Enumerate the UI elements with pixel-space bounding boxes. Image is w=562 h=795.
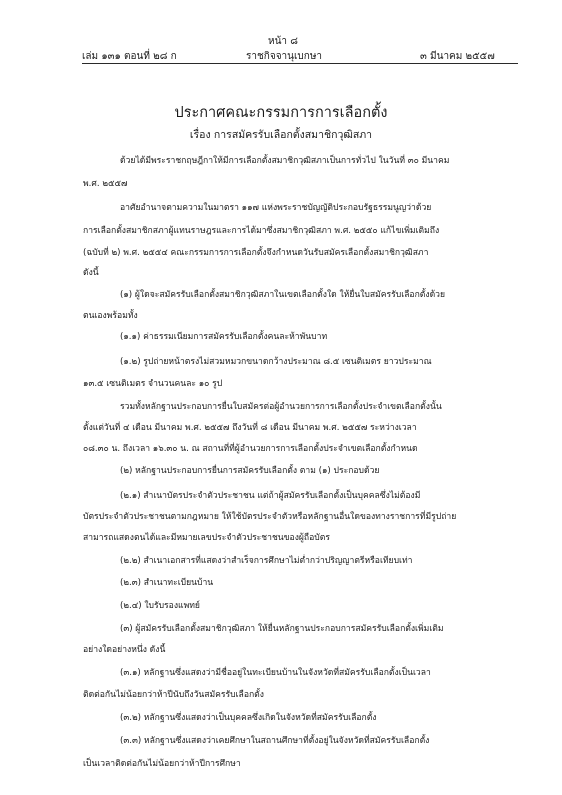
header-rule (82, 63, 518, 64)
body-line: (๑.๑) ค่าธรรมเนียมการสมัครรับเลือกตั้งคนละห้าพันบาท (120, 332, 328, 342)
volume-issue: เล่ม ๑๓๑ ตอนที่ ๒๘ ก (82, 51, 177, 62)
body-line: (๒) หลักฐานประกอบการยื่นการสมัครรับเลือกตั้ง ตาม (๑) ประกอบด้วย (120, 466, 380, 476)
page-number: หน้า ๘ (268, 36, 298, 47)
announcement-title: ประกาศคณะกรรมการการเลือกตั้ง (174, 105, 388, 121)
body-line: (๒.๔) ใบรับรองแพทย์ (120, 601, 200, 611)
body-line: เป็นเวลาติดต่อกันไม่น้อยกว่าห้าปีการศึกษา (83, 759, 241, 769)
body-line: บัตรประจำตัวประชาชนตามกฎหมาย ให้ใช้บัตรประจำตัวหรือหลักฐานอื่นใดของทางราชการที่มีรูปถ่าย (83, 512, 457, 522)
body-line: ด้วยได้มีพระราชกฤษฎีกาให้มีการเลือกตั้งสมาชิกวุฒิสภาเป็นการทั่วไป ในวันที่ ๓๐ มีนาคม (120, 156, 450, 166)
body-line: รวมทั้งหลักฐานประกอบการยื่นใบสมัครต่อผู้อำนวยการการเลือกตั้งประจำเขตเลือกตั้งนั้น (120, 402, 442, 412)
body-line: พ.ศ. ๒๕๕๗ (83, 179, 128, 189)
body-line: (๓.๒) หลักฐานซึ่งแสดงว่าเป็นบุคคลซึ่งเกิดในจังหวัดที่สมัครรับเลือกตั้ง (120, 713, 377, 723)
body-line: ตนเองพร้อมทั้ง (83, 311, 138, 321)
body-line: (๒.๑) สำเนาบัตรประจำตัวประชาชน แต่ถ้าผู้สมัครรับเลือกตั้งเป็นบุคคลซึ่งไม่ต้องมี (120, 491, 421, 501)
body-line: (๑.๒) รูปถ่ายหน้าตรงไม่สวมหมวกขนาดกว้างประมาณ ๘.๕ เซนติเมตร ยาวประมาณ (120, 357, 432, 367)
body-line: การเลือกตั้งสมาชิกสภาผู้แทนราษฎรและการได้มาซึ่งสมาชิกวุฒิสภา พ.ศ. ๒๕๕๐ แก้ไขเพิ่มเติมถึง (83, 226, 440, 236)
publication-date: ๓ มีนาคม ๒๕๕๗ (420, 51, 495, 62)
body-line: (๒.๒) สำเนาเอกสารที่แสดงว่าสำเร็จการศึกษาไม่ต่ำกว่าปริญญาตรีหรือเทียบเท่า (120, 556, 413, 566)
body-line: อาศัยอำนาจตามความในมาตรา ๑๑๗ แห่งพระราชบัญญัติประกอบรัฐธรรมนูญว่าด้วย (120, 203, 432, 213)
body-line: (ฉบับที่ ๒) พ.ศ. ๒๕๕๔ คณะกรรมการการเลือกตั้งจึงกำหนดวันรับสมัครเลือกตั้งสมาชิกวุฒิสภา (83, 248, 429, 258)
body-line: (๓.๓) หลักฐานซึ่งแสดงว่าเคยศึกษาในสถานศึกษาที่ตั้งอยู่ในจังหวัดที่สมัครรับเลือกตั้ง (120, 736, 430, 746)
body-line: สามารถแสดงตนได้และมีหมายเลขประจำตัวประชาชนของผู้ถือบัตร (83, 533, 330, 543)
announcement-subject: เรื่อง การสมัครรับเลือกตั้งสมาชิกวุฒิสภา (189, 129, 373, 141)
body-line: (๓) ผู้สมัครรับเลือกตั้งสมาชิกวุฒิสภา ให้ยื่นหลักฐานประกอบการสมัครรับเลือกตั้งเพิ่มเติม (120, 624, 444, 634)
body-line: ตั้งแต่วันที่ ๔ เดือน มีนาคม พ.ศ. ๒๕๕๗ ถึงวันที่ ๘ เดือน มีนาคม พ.ศ. ๒๕๕๗ ระหว่างเวลา (83, 423, 417, 433)
body-line: ๑๓.๕ เซนติเมตร จำนวนคนละ ๑๐ รูป (83, 379, 223, 389)
body-line: ติดต่อกันไม่น้อยกว่าห้าปีนับถึงวันสมัครรับเลือกตั้ง (83, 690, 264, 700)
body-line: (๒.๓) สำเนาทะเบียนบ้าน (120, 578, 214, 588)
gazette-name: ราชกิจจานุเบกษา (246, 51, 323, 62)
body-line: ๐๘.๓๐ น. ถึงเวลา ๑๖.๓๐ น. ณ สถานที่ที่ผู้อำนวยการการเลือกตั้งประจำเขตเลือกตั้งกำหนด (83, 444, 418, 454)
body-line: (๓.๑) หลักฐานซึ่งแสดงว่ามีชื่ออยู่ในทะเบียนบ้านในจังหวัดที่สมัครรับเลือกตั้งเป็นเวลา (120, 668, 431, 678)
body-line: (๑) ผู้ใดจะสมัครรับเลือกตั้งสมาชิกวุฒิสภาในเขตเลือกตั้งใด ให้ยื่นใบสมัครรับเลือกตั้งด้วย (120, 290, 446, 300)
body-line: ดังนี้ (83, 268, 99, 278)
body-line: อย่างใดอย่างหนึ่ง ดังนี้ (83, 645, 166, 655)
